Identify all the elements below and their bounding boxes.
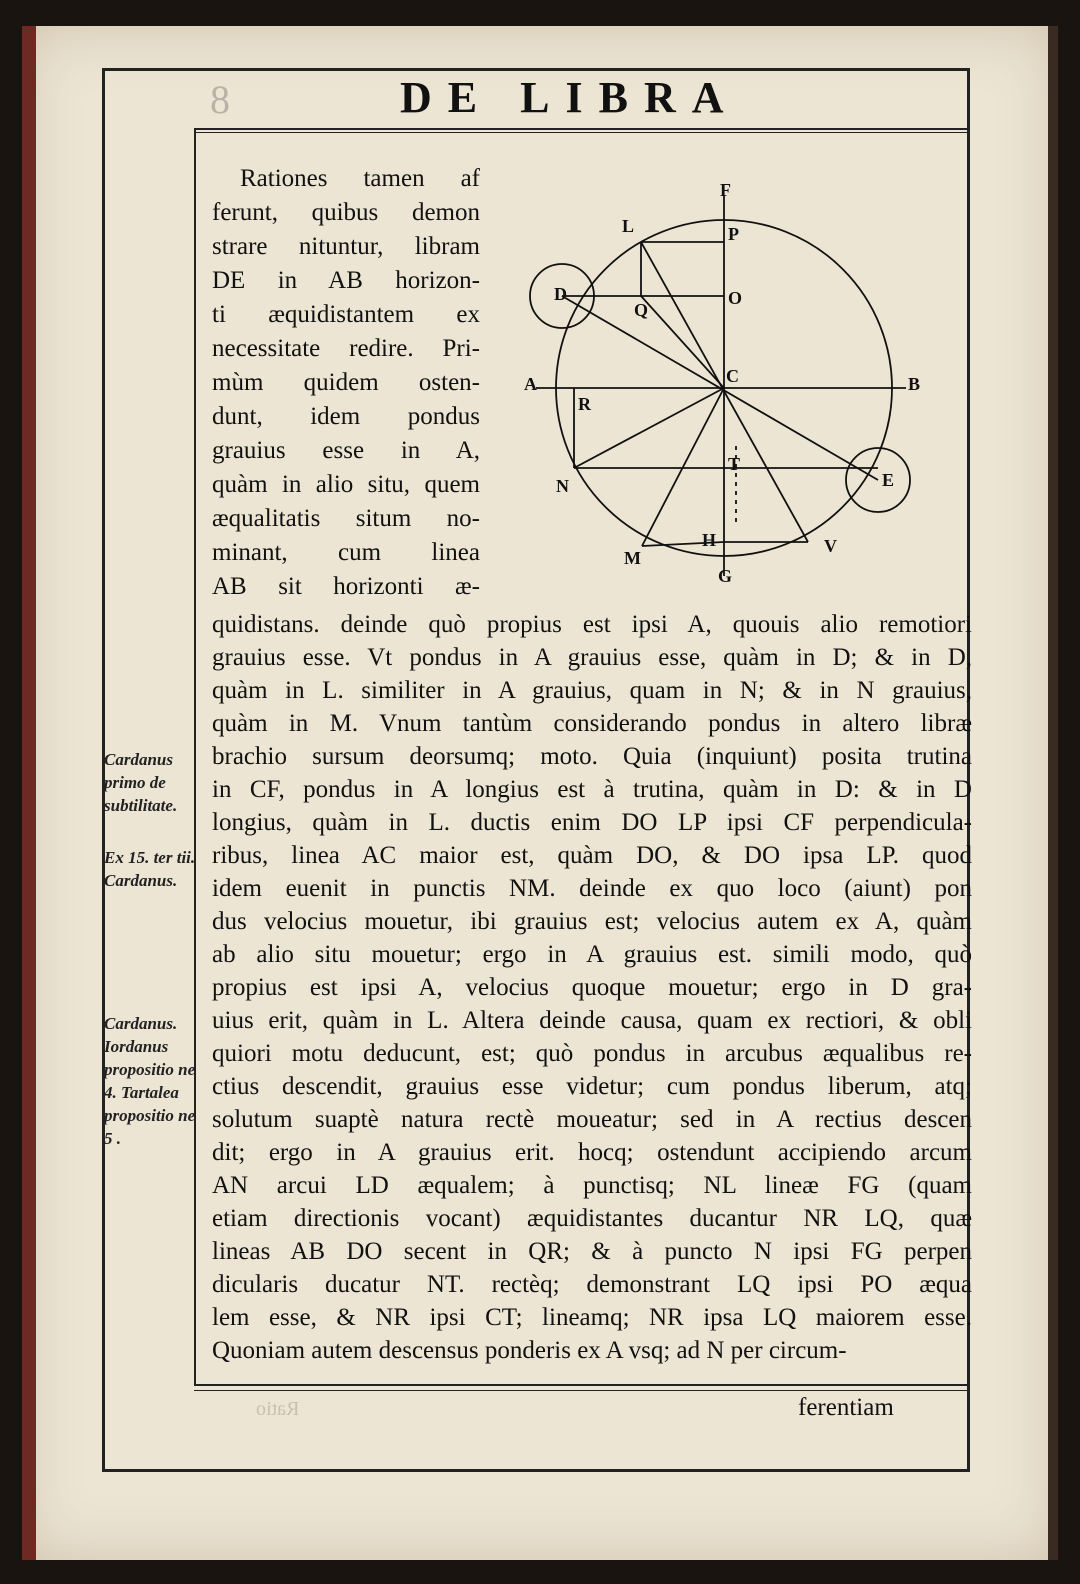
figure-label-e: E <box>882 470 895 490</box>
text-line: solutum suaptè natura rectè moueatur; sed in A rectius descen <box>212 1106 972 1133</box>
bleed-through-text: Ratio <box>256 1398 300 1420</box>
text-line: quàm in alio situ, quem <box>212 471 480 498</box>
text-line: AB sit horizonti æ- <box>212 573 480 600</box>
text-line: Quoniam autem descensus ponderis ex A vsq; ad N per circum- <box>212 1337 847 1364</box>
figure-label-o: O <box>728 288 743 308</box>
text-line: lineas AB DO secent in QR; & à puncto N ipsi FG perpen <box>212 1238 972 1265</box>
figure-label-c: C <box>726 366 739 386</box>
text-line: quiori motu deducunt, est; quò pondus in arcubus æqualibus re- <box>212 1040 972 1067</box>
figure-label-f: F <box>720 180 731 200</box>
text-line: dicularis ducatur NT. rectèq; demonstrant LQ ipsi PO æqua <box>212 1271 972 1298</box>
book-spine <box>22 26 36 1560</box>
text-line: brachio sursum deorsumq; moto. Quia (inquiunt) posita trutina <box>212 743 972 770</box>
text-line: strare nituntur, libram <box>212 233 480 260</box>
text-line: mùm quidem osten- <box>212 369 480 396</box>
text-line: grauius esse in A, <box>212 437 480 464</box>
figure-label-d: D <box>554 284 567 304</box>
running-title: DE LIBRA <box>400 73 740 122</box>
sidenote-cardanus-subtilitate: Cardanus primo de subtilitate. <box>104 750 178 815</box>
text-line: æqualitatis situm no- <box>212 505 480 532</box>
text-line: minant, cum linea <box>212 539 480 566</box>
text-line: dus velocius mouetur, ibi grauius est; velocius autem ex A, quàm <box>212 908 972 935</box>
figure-label-m: M <box>624 548 641 568</box>
figure-label-t: T <box>728 454 741 474</box>
text-line: ab alio situ mouetur; ergo in A grauius est. simili modo, quò <box>212 941 972 968</box>
text-line: Rationes tamen af <box>240 165 480 192</box>
line-qc <box>641 296 724 388</box>
figure-label-n: N <box>556 476 569 496</box>
figure-label-h: H <box>702 530 717 550</box>
line-nc <box>574 388 724 468</box>
text-line: longius, quàm in L. ductis enim DO LP ipsi CF perpendicula- <box>212 809 972 836</box>
text-line: ctius descendit, grauius esse videtur; cum pondus liberum, atq; <box>212 1073 972 1100</box>
text-line: etiam directionis vocant) æquidistantes ducantur NR LQ, quæ <box>212 1205 972 1232</box>
text-line: in CF, pondus in A longius est à trutina, quàm in D: & in D <box>212 776 972 803</box>
text-line: quàm in L. similiter in A grauius, quam in N; & in N grauius, <box>212 677 972 704</box>
text-line: uius erit, quàm in L. Altera deinde causa, quam ex rectiori, & obli <box>212 1007 972 1034</box>
text-line: dunt, idem pondus <box>212 403 480 430</box>
text-line: ribus, linea AC maior est, quàm DO, & DO ipsa LP. quod <box>212 842 972 869</box>
sidenote-ex-15-tertii: Ex 15. ter tii. Cardanus. <box>104 848 196 890</box>
bottom-rule <box>194 1390 970 1391</box>
figure-label-l: L <box>622 216 635 236</box>
text-line: quidistans. deinde quò propius est ipsi A, quouis alio remotiori <box>212 611 972 638</box>
figure-label-q: Q <box>634 300 649 320</box>
text-line: idem euenit in punctis NM. deinde ex quo loco (aiunt) pon <box>212 875 972 902</box>
text-line: AN arcui LD æqualem; à punctisq; NL lineæ FG (quam <box>212 1172 972 1199</box>
text-line: ferunt, quibus demon <box>212 199 480 226</box>
figure-label-a: A <box>524 374 537 394</box>
text-line: dit; ergo in A grauius erit. hocq; ostendunt accipiendo arcum <box>212 1139 972 1166</box>
text-line: lem esse, & NR ipsi CT; lineamq; NR ipsa LQ maiorem esse. <box>212 1304 972 1331</box>
figure-label-b: B <box>908 374 921 394</box>
figure-label-g: G <box>718 566 733 586</box>
text-line: DE in AB horizon- <box>212 267 480 294</box>
text-line: grauius esse. Vt pondus in A grauius esse, quàm in D; & in D, <box>212 644 972 671</box>
page-number: 8 <box>210 77 230 122</box>
text-line: quàm in M. Vnum tantùm considerando pondus in altero libræ <box>212 710 972 737</box>
figure-label-p: P <box>728 224 739 244</box>
figure-label-r: R <box>578 394 591 414</box>
text-line: propius est ipsi A, velocius quoque mouetur; ergo in D gra- <box>212 974 972 1001</box>
page-edge <box>1048 26 1058 1560</box>
sidenote-cardanus-iordanus-tartalea: Cardanus. Iordanus propositio ne 4. Tartalea propositio ne 5 . <box>104 1014 196 1148</box>
balance-diagram <box>496 156 946 596</box>
text-line: necessitate redire. Pri- <box>212 335 480 362</box>
figure-label-v: V <box>824 536 837 556</box>
line-cm <box>642 388 724 546</box>
catchword: ferentiam <box>798 1394 894 1421</box>
text-line: ti æquidistantem ex <box>212 301 480 328</box>
